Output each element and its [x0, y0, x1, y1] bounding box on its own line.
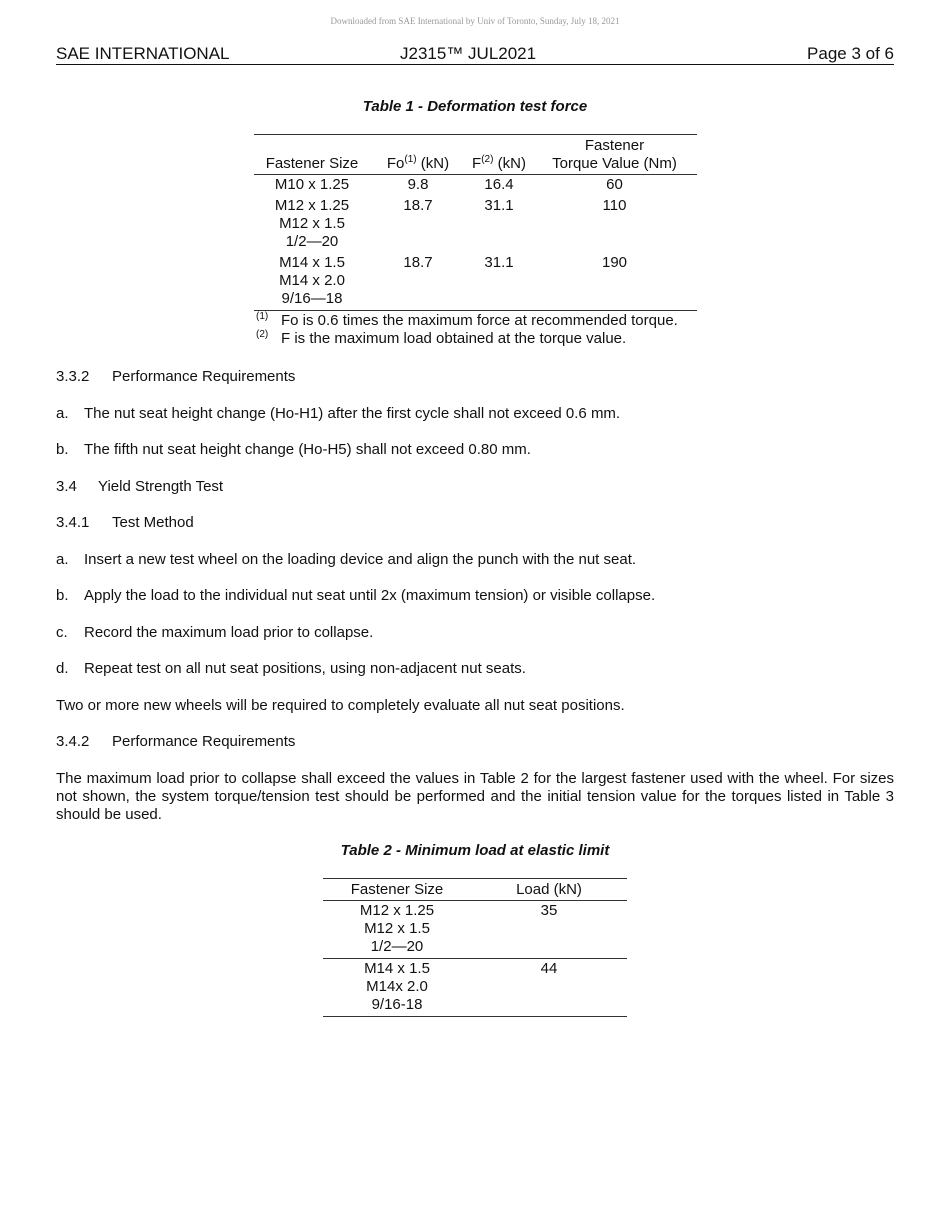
fastener-size: M14 x 1.5 — [364, 960, 430, 977]
fastener-size: M14 x 1.5 — [279, 254, 345, 271]
page-header — [56, 44, 894, 65]
fo-value: 9.8 — [407, 176, 429, 193]
load-value: 35 — [471, 901, 627, 959]
torque-header-line2: Torque Value (Nm) — [552, 155, 677, 172]
footnote-text: F is the maximum load obtained at the torque value. — [281, 330, 627, 347]
table-row — [254, 253, 697, 311]
fastener-size: 1/2—20 — [285, 233, 339, 250]
download-note: Downloaded from SAE International by Univ of Toronto, Sunday, July 18, 2021 — [330, 16, 620, 26]
footnote-text: Fo is 0.6 times the maximum force at recommended torque. — [281, 312, 678, 329]
table-row — [254, 175, 697, 197]
fastener-size: M12 x 1.5 — [279, 215, 345, 232]
minimum-load-table — [323, 878, 627, 1017]
paragraph-3-4-2: The maximum load prior to collapse shall exceed the values in Table 2 for the largest fastener used with the wheel. For sizes not shown, the system torque/tension test should be performed and the initial tension value for the torques listed in Table 3 should be used. — [56, 770, 894, 823]
f-unit: (kN) — [493, 155, 526, 172]
requirement-a — [56, 405, 620, 423]
torque-value: 190 — [601, 254, 628, 271]
f-value: 16.4 — [484, 176, 514, 193]
section-heading-3-4-2 — [56, 733, 295, 751]
table1-caption: Table 1 - Deformation test force — [362, 98, 588, 115]
list-letter: d. — [56, 660, 69, 677]
fastener-size: M14 x 2.0 — [279, 272, 345, 289]
fastener-size-cell — [254, 175, 370, 197]
section-title: Performance Requirements — [112, 733, 296, 750]
column-header-torque — [532, 135, 697, 175]
requirement-b — [56, 441, 531, 459]
footnote-mark: (1) — [256, 311, 269, 322]
fo-footnote-ref: (1) — [404, 154, 417, 165]
fastener-size: M10 x 1.25 — [274, 176, 350, 193]
header-document-id: J2315™ JUL2021 — [400, 44, 537, 63]
fastener-size: M12 x 1.25 — [274, 197, 350, 214]
table-row — [323, 901, 627, 959]
list-letter: c. — [56, 624, 68, 641]
fastener-size: M14x 2.0 — [366, 978, 428, 995]
column-header-f — [466, 135, 532, 175]
fastener-size-cell — [323, 959, 471, 1017]
header-page-number: Page 3 of 6 — [807, 44, 894, 63]
section-number: 3.4.1 — [56, 514, 90, 531]
step-c — [56, 624, 373, 642]
column-header-fo — [370, 135, 466, 175]
list-text: Apply the load to the individual nut seat until 2x (maximum tension) or visible collapse. — [84, 587, 656, 604]
column-header-fastener-size: Fastener Size — [254, 135, 370, 175]
table2-caption: Table 2 - Minimum load at elastic limit — [340, 842, 610, 859]
list-text: Record the maximum load prior to collapse. — [84, 624, 374, 641]
table-header-row — [254, 135, 697, 175]
section-number: 3.4 — [56, 478, 77, 495]
step-d — [56, 660, 526, 678]
header-organization: SAE INTERNATIONAL — [56, 44, 230, 63]
table-header-row — [323, 879, 627, 901]
torque-value: 60 — [606, 176, 623, 193]
list-letter: b. — [56, 587, 69, 604]
note-new-wheels: Two or more new wheels will be required to completely evaluate all nut seat positions. — [56, 697, 625, 714]
torque-header-line1: Fastener — [584, 137, 645, 154]
section-title: Performance Requirements — [112, 368, 296, 385]
table-row — [323, 959, 627, 1017]
section-title: Yield Strength Test — [98, 478, 224, 495]
fastener-size-cell — [254, 196, 370, 253]
fo-value: 18.7 — [403, 254, 433, 271]
fastener-size: M12 x 1.5 — [364, 920, 430, 937]
step-b — [56, 587, 655, 605]
step-a — [56, 551, 636, 569]
f-footnote-ref: (2) — [481, 154, 494, 165]
section-number: 3.4.2 — [56, 733, 90, 750]
fastener-size: M12 x 1.25 — [359, 902, 435, 919]
fo-unit: (kN) — [416, 155, 450, 172]
load-value: 44 — [540, 960, 558, 977]
torque-value: 110 — [602, 197, 627, 214]
fastener-size: 1/2—20 — [370, 938, 424, 955]
list-letter: b. — [56, 441, 69, 458]
section-title: Test Method — [112, 514, 194, 531]
section-heading-3-4-1 — [56, 514, 194, 532]
fastener-size: 9/16—18 — [281, 290, 343, 307]
section-heading-3-4 — [56, 478, 223, 496]
list-text: The nut seat height change (Ho-H1) after the first cycle shall not exceed 0.6 mm. — [84, 405, 621, 422]
fastener-size-cell — [254, 253, 370, 311]
column-header-fastener-size: Fastener Size — [323, 879, 471, 901]
section-number: 3.3.2 — [56, 368, 90, 385]
column-header-load: Load (kN) — [471, 879, 627, 901]
fo-label: Fo — [386, 155, 405, 172]
fastener-size: 9/16-18 — [371, 996, 423, 1013]
deformation-test-force-table — [254, 134, 697, 311]
footnote-mark: (2) — [256, 329, 269, 340]
list-text: The fifth nut seat height change (Ho-H5) shall not exceed 0.80 mm. — [84, 441, 531, 458]
list-letter: a. — [56, 405, 69, 422]
list-text: Insert a new test wheel on the loading device and align the punch with the nut seat. — [84, 551, 637, 568]
list-text: Repeat test on all nut seat positions, using non-adjacent nut seats. — [84, 660, 526, 677]
section-heading-3-3-2 — [56, 368, 295, 386]
f-value: 31.1 — [484, 197, 514, 214]
list-letter: a. — [56, 551, 69, 568]
fo-value: 18.7 — [403, 197, 433, 214]
f-label: F — [472, 155, 482, 172]
fastener-size-cell — [323, 901, 471, 959]
f-value: 31.1 — [484, 254, 514, 271]
table-row — [254, 196, 697, 253]
